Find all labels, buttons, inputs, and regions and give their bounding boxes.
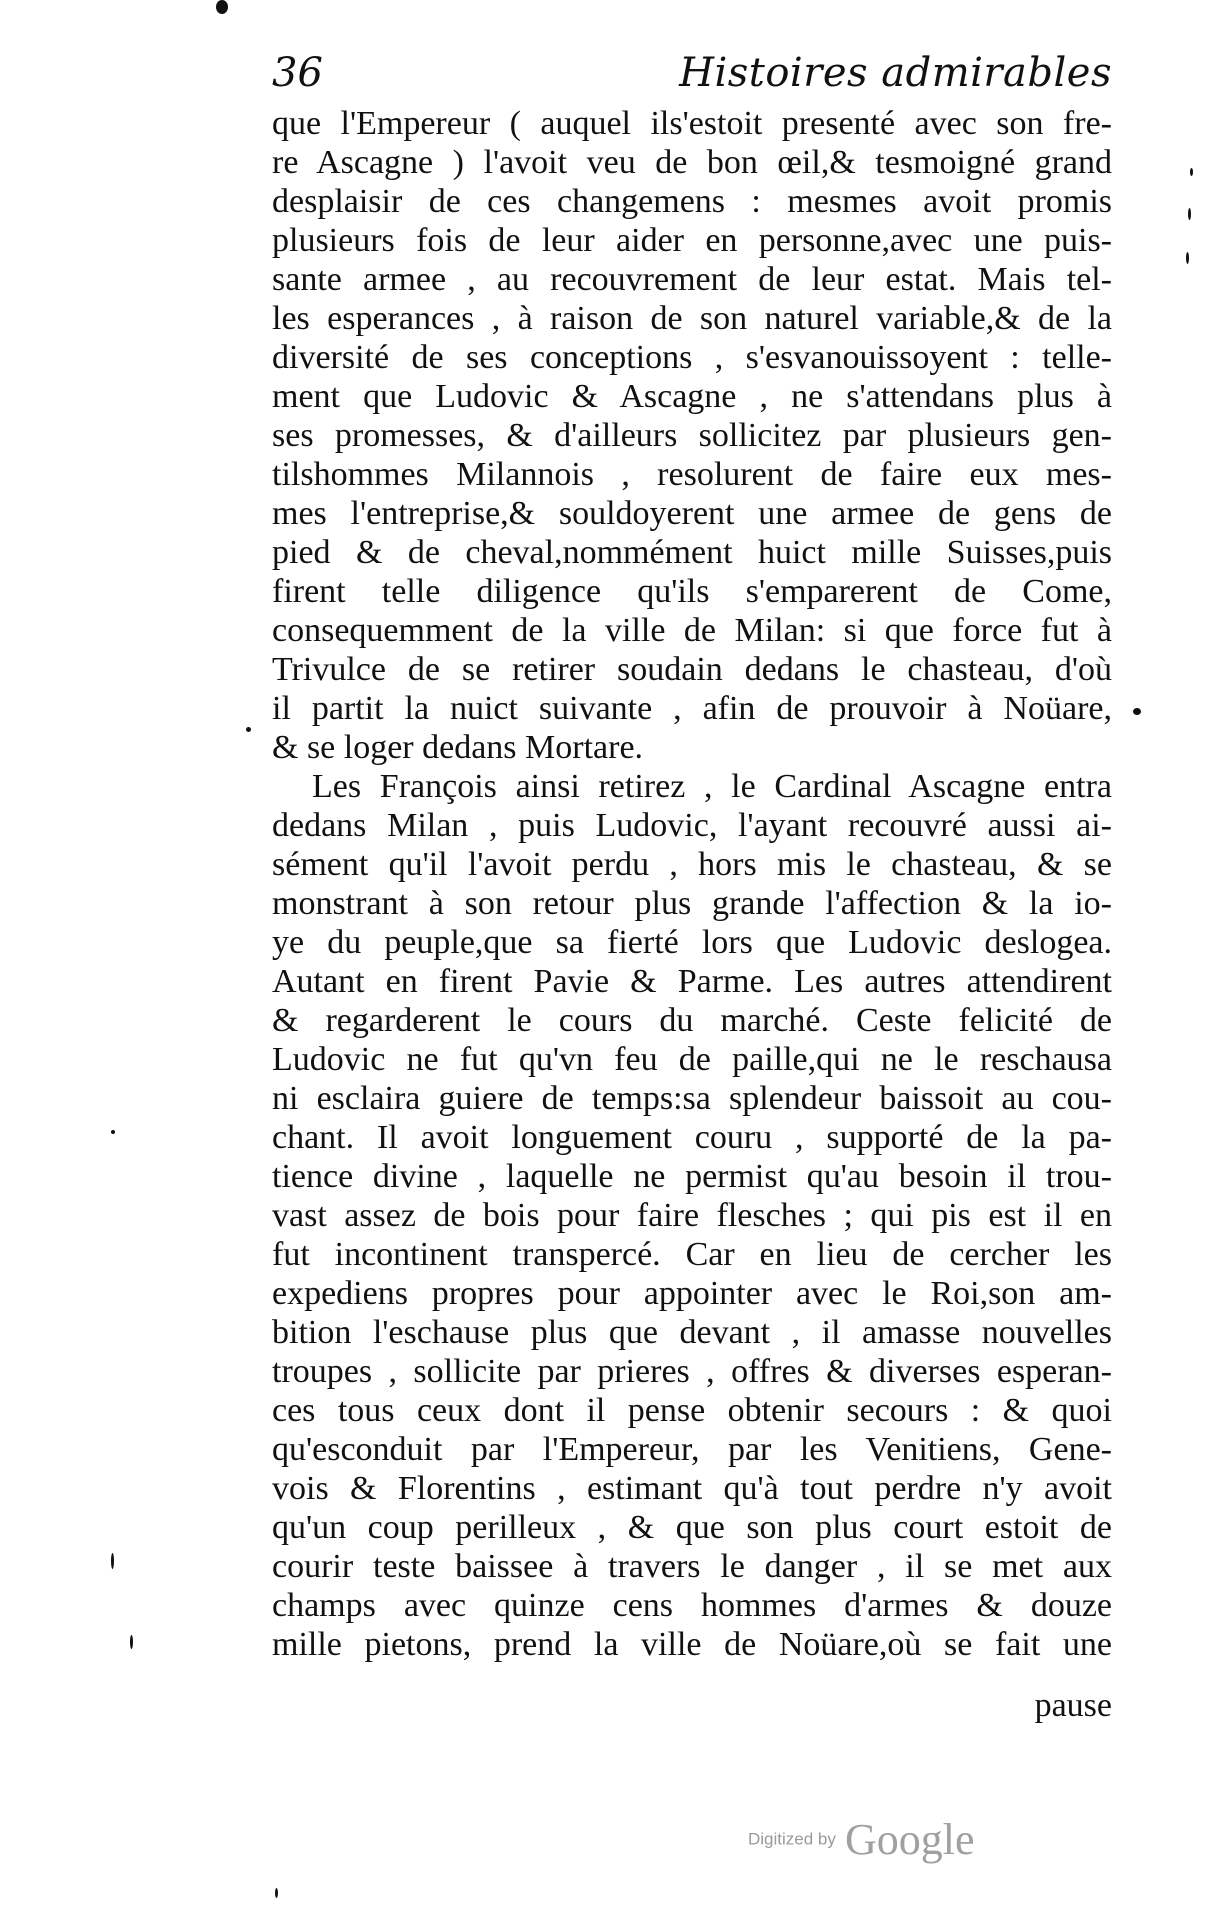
body-text [272,104,1112,1664]
text-line: courir teste baissee à travers le danger , il se met aux [272,1548,1112,1585]
text-line: desplaisir de ces changemens : mesmes avoit promis [272,183,1112,220]
text-line: ses promesses, & d'ailleurs sollicitez par plusieurs gen- [272,417,1112,454]
text-line: les esperances , à raison de son naturel variable,& de la [272,300,1112,337]
text-line: sément qu'il l'avoit perdu , hors mis le chasteau, & se [272,846,1112,883]
text-line: pied & de cheval,nommément huict mille Suisses,puis [272,534,1112,571]
text-line: bition l'eschause plus que devant , il amasse nouvelles [272,1314,1112,1351]
ink-speck [111,1130,115,1134]
running-head: Histoires admirables [679,50,1112,96]
digitized-by-label: Digitized by [748,1829,836,1849]
text-line: Trivulce de se retirer soudain dedans le chasteau, d'où [272,651,1112,688]
text-line: mes l'entreprise,& souldoyerent une armee de gens de [272,495,1112,532]
ink-speck [1188,208,1191,220]
text-line: Ludovic ne fut qu'vn feu de paille,qui ne le reschausa [272,1041,1112,1078]
ink-speck [216,0,228,14]
paragraph-end-line: & se loger dedans Mortare. [272,729,644,766]
text-line: tience divine , laquelle ne permist qu'au besoin il trou- [272,1158,1112,1195]
text-line: il partit la nuict suivante , afin de prouvoir à Noüare, [272,690,1112,727]
text-line: re Ascagne ) l'avoit veu de bon œil,& tesmoigné grand [272,144,1112,181]
paragraph-start-line: Les François ainsi retirez , le Cardinal Ascagne entra [312,768,1112,805]
text-line: monstrant à son retour plus grande l'affection & la io- [272,885,1112,922]
text-line: ment que Ludovic & Ascagne , ne s'attendans plus à [272,378,1112,415]
ink-speck [130,1635,133,1649]
ink-speck [1186,252,1189,264]
text-line: ni esclaira guiere de temps:sa splendeur baissoit au cou- [272,1080,1112,1117]
text-line: vois & Florentins , estimant qu'à tout perdre n'y avoit [272,1470,1112,1507]
text-line: champs avec quinze cens hommes d'armes & douze [272,1587,1112,1624]
text-line: tilshommes Milannois , resolurent de faire eux mes- [272,456,1112,493]
digitization-watermark [748,1814,975,1865]
text-line: plusieurs fois de leur aider en personne,avec une puis- [272,222,1112,259]
ink-speck [246,727,251,732]
text-line: & regarderent le cours du marché. Ceste felicité de [272,1002,1112,1039]
page-header [272,50,1112,110]
text-line: ye du peuple,que sa fierté lors que Ludovic deslogea. [272,924,1112,961]
ink-speck [275,1888,278,1898]
text-line: qu'esconduit par l'Empereur, par les Venitiens, Gene- [272,1431,1112,1468]
text-line: ces tous ceux dont il pense obtenir secours : & quoi [272,1392,1112,1429]
text-line: consequemment de la ville de Milan: si que force fut à [272,612,1112,649]
catchword: pause [1034,1687,1112,1724]
text-line: fut incontinent transpercé. Car en lieu de cercher les [272,1236,1112,1273]
text-line: qu'un coup perilleux , & que son plus court estoit de [272,1509,1112,1546]
ink-speck [1133,708,1141,715]
text-line: expediens propres pour appointer avec le Roi,son am- [272,1275,1112,1312]
text-line: troupes , sollicite par prieres , offres & diverses esperan- [272,1353,1112,1390]
text-line: que l'Empereur ( auquel ils'estoit presenté avec son fre- [272,105,1112,142]
ink-speck [1190,168,1193,176]
text-line: sante armee , au recouvrement de leur estat. Mais tel- [272,261,1112,298]
text-line: chant. Il avoit longuement couru , supporté de la pa- [272,1119,1112,1156]
google-logo: Google [844,1815,975,1864]
text-line: firent telle diligence qu'ils s'emparerent de Come, [272,573,1112,610]
ink-speck [111,1553,114,1569]
text-line: mille pietons, prend la ville de Noüare,où se fait une [272,1626,1112,1663]
text-line: dedans Milan , puis Ludovic, l'ayant recouvré aussi ai- [272,807,1112,844]
text-line: vast assez de bois pour faire flesches ; qui pis est il en [272,1197,1112,1234]
text-line: diversité de ses conceptions , s'esvanouissoyent : telle- [272,339,1112,376]
page-number: 36 [272,50,323,96]
text-line: Autant en firent Pavie & Parme. Les autres attendirent [272,963,1112,1000]
